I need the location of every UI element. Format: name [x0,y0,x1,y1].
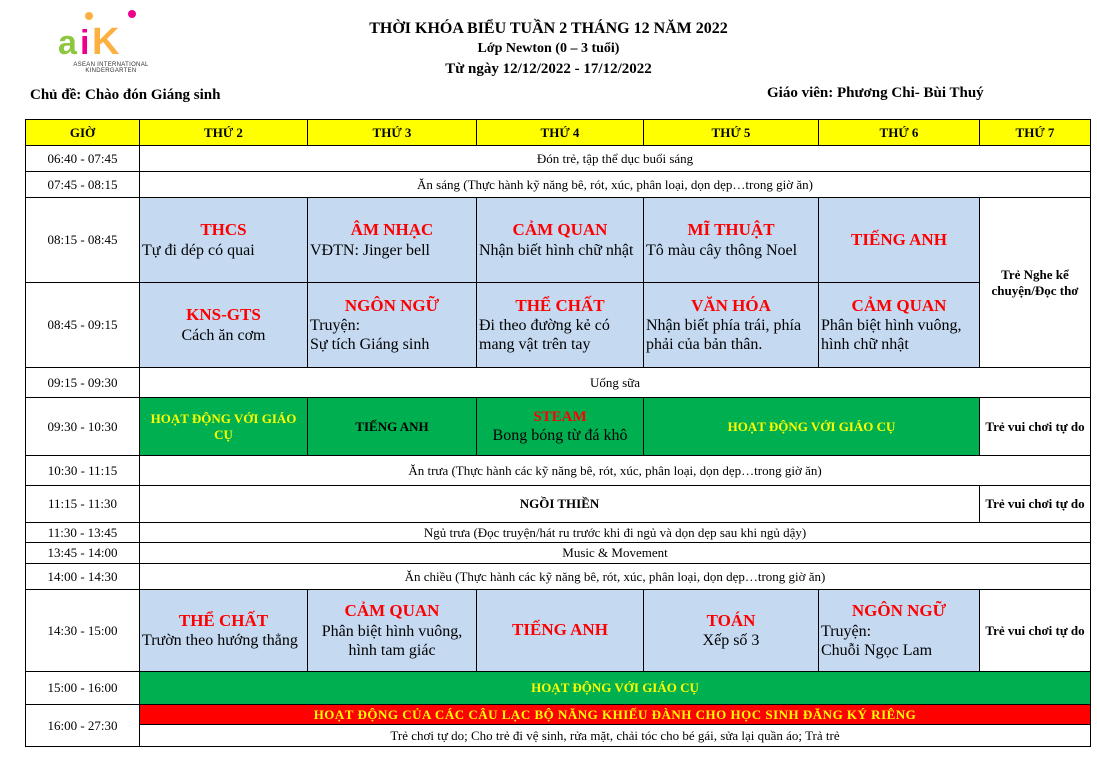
subject-label: TIẾNG ANH [851,229,947,249]
lesson-cell [140,198,308,283]
subject-label: ÂM NHẠC [350,220,434,240]
table-row [26,146,1091,172]
class-name: Lớp Newton (0 – 3 tuổi) [477,41,620,56]
lesson-desc: Nhận biết hình chữ nhật [479,241,634,259]
col-header-fri: THỨ 6 [819,120,980,146]
time-cell: 11:30 - 13:45 [26,523,140,543]
lesson-desc: Truyện: [310,317,361,334]
table-row [26,486,1091,523]
lesson-desc: Đi theo đường kẻ có mang vật trên tay [479,317,610,354]
lesson-cell [140,283,308,368]
subject-label: NGÔN NGỮ [851,601,947,621]
lesson-cell [819,198,980,283]
table-row [26,398,1091,456]
lesson-cell [644,198,819,283]
activity-cell: Ăn sáng (Thực hành kỹ năng bê, rót, xúc, phân loại, dọn dẹp…trong giờ ăn) [140,172,1091,198]
saturday-cell: Trẻ vui chơi tự do [980,486,1091,523]
club-banner: HOẠT ĐỘNG CỦA CÁC CÂU LẠC BỘ NĂNG KHIẾU ĐÀNH CHO HỌC SINH ĐĂNG KÝ RIÊNG [140,705,1091,725]
time-cell: 14:00 - 14:30 [26,564,140,590]
time-cell: 13:45 - 14:00 [26,543,140,564]
table-row [26,543,1091,564]
lesson-desc: Nhận biết phía trái, phía phải của bản thân. [646,317,802,354]
lesson-desc: Tự đi dép có quai [142,241,255,259]
table-row [26,564,1091,590]
time-cell: 16:00 - 27:30 [26,705,140,747]
lesson-cell [819,590,980,672]
time-cell: 14:30 - 15:00 [26,590,140,672]
lesson-desc: Trườn theo hướng thẳng [142,632,298,650]
table-row [26,172,1091,198]
lesson-cell [308,283,477,368]
time-cell: 08:15 - 08:45 [26,198,140,283]
table-row [26,523,1091,543]
col-header-wed: THỨ 4 [477,120,644,146]
time-cell: 09:30 - 10:30 [26,398,140,456]
lesson-cell [477,283,644,368]
subject-label: CẢM QUAN [851,295,947,315]
time-cell: 10:30 - 11:15 [26,456,140,486]
table-row [26,590,1091,672]
page-title: THỜI KHÓA BIỂU TUẦN 2 THÁNG 12 NĂM 2022 [369,20,728,37]
time-cell: 15:00 - 16:00 [26,672,140,705]
activity-cell: HOẠT ĐỘNG VỚI GIÁO CỤ [644,398,980,456]
subject-label: MĨ THUẬT [687,220,775,240]
lesson-cell [140,590,308,672]
activity-cell: Uống sữa [140,368,1091,398]
header-row [26,120,1091,146]
subject-label: THỂ CHẤT [178,610,269,630]
table-row [26,283,1091,368]
subject-label: VĂN HÓA [691,295,771,315]
activity-cell: TIẾNG ANH [308,398,477,456]
svg-text:i: i [80,24,90,62]
table-row [26,368,1091,398]
lesson-cell [308,590,477,672]
lesson-cell [644,283,819,368]
logo-subtitle: ASEAN INTERNATIONAL KINDERGARTEN [73,62,149,74]
table-row [26,672,1091,705]
col-header-tue: THỨ 3 [308,120,477,146]
activity-cell: Ăn trưa (Thực hành các kỹ năng bê, rót, xúc, phân loại, dọn dẹp…trong giờ ăn) [140,456,1091,486]
subject-label: TIẾNG ANH [512,620,608,640]
svg-text:a: a [58,24,77,62]
svg-text:K: K [92,21,120,63]
topic-label: Chủ đề: Chào đón Giáng sinh [30,87,221,103]
lesson-desc: Phân biệt hình vuông, hình chữ nhật [821,317,962,354]
lesson-desc: Phân biệt hình vuông, hình tam giác [321,622,463,659]
saturday-cell: Trẻ vui chơi tự do [980,398,1091,456]
activity-cell: Ăn chiều (Thực hành các kỹ năng bê, rót, xúc, phân loại, dọn dẹp…trong giờ ăn) [140,564,1091,590]
saturday-cell: Trẻ Nghe kể chuyện/Đọc thơ [980,198,1091,368]
activity-cell: NGỒI THIỀN [140,486,980,523]
time-cell: 08:45 - 09:15 [26,283,140,368]
lesson-desc: VĐTN: Jinger bell [310,241,430,259]
activity-cell: Trẻ chơi tự do; Cho trẻ đi vệ sinh, rửa mặt, chải tóc cho bé gái, sửa lại quần áo; Trả trẻ [140,725,1091,747]
time-cell: 07:45 - 08:15 [26,172,140,198]
date-range: Từ ngày 12/12/2022 - 17/12/2022 [445,61,652,77]
lesson-desc: Tô màu cây thông Noel [646,241,798,259]
table-row [26,456,1091,486]
table-row [26,705,1091,725]
saturday-cell: Trẻ vui chơi tự do [980,590,1091,672]
col-header-sat: THỨ 7 [980,120,1091,146]
col-header-mon: THỨ 2 [140,120,308,146]
col-header-thu: THỨ 5 [644,120,819,146]
timetable [25,119,1091,747]
col-header-time: GIỜ [26,120,140,146]
lesson-desc: Cách ăn cơm [181,326,266,344]
time-cell: 11:15 - 11:30 [26,486,140,523]
lesson-desc: Chuỗi Ngọc Lam [821,641,933,659]
table-row [26,198,1091,283]
activity-cell: Ngủ trưa (Đọc truyện/hát ru trước khi đi ngủ và dọn dẹp sau khi ngủ dậy) [140,523,1091,543]
subject-label: THỂ CHẤT [515,295,605,315]
subject-label: CẢM QUAN [512,220,608,240]
lesson-desc: Bong bóng từ đá khô [492,426,628,444]
table-row [26,725,1091,747]
lesson-cell [477,590,644,672]
subject-label: THCS [200,220,247,240]
lesson-cell [644,590,819,672]
subject-label: NGÔN NGỮ [344,295,440,315]
activity-cell: HOẠT ĐỘNG VỚI GIÁO CỤ [140,672,1091,705]
lesson-cell [477,198,644,283]
lesson-cell [308,198,477,283]
lesson-desc: Truyện: [821,622,872,640]
subject-label: STEAM [533,408,587,425]
lesson-cell [819,283,980,368]
lesson-desc: Sự tích Giáng sinh [310,336,430,354]
subject-label: TOÁN [706,610,756,630]
time-cell: 09:15 - 09:30 [26,368,140,398]
activity-cell: Music & Movement [140,543,1091,564]
lesson-desc: Xếp số 3 [702,632,760,650]
subject-label: CẢM QUAN [344,601,440,621]
time-cell: 06:40 - 07:45 [26,146,140,172]
subject-label: KNS-GTS [186,305,261,325]
activity-cell: HOẠT ĐỘNG VỚI GIÁO CỤ [140,398,308,456]
activity-cell: Đón trẻ, tập thể dục buổi sáng [140,146,1091,172]
steam-cell [477,398,644,456]
teacher-label: Giáo viên: Phương Chi- Bùi Thuý [767,85,984,101]
